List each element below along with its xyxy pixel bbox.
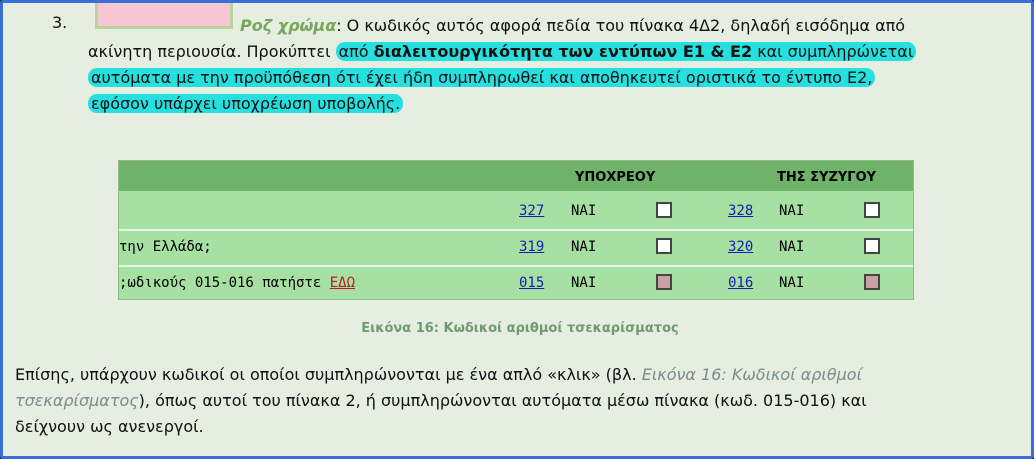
yes-label: ΝΑΙ [779, 275, 805, 291]
row-label-text: ;ωδικούς 015-016 πατήστε [119, 275, 330, 291]
paragraph-line [15, 388, 1020, 414]
highlight-segment: και συμπληρώνεται [752, 42, 914, 61]
checkbox[interactable] [864, 238, 880, 254]
line-text: Επίσης, υπάρχουν κωδικοί οι οποίοι συμπληρώνονται με ένα απλό «κλικ» (βλ. [15, 365, 642, 384]
yes-label: ΝΑΙ [571, 239, 597, 255]
paragraph-line [88, 65, 1023, 91]
paragraph-line [15, 414, 1020, 440]
color-name: Ροζ χρώμα [240, 16, 337, 35]
body-paragraph [15, 362, 1020, 440]
checkbox[interactable] [656, 238, 672, 254]
code-link[interactable]: 015 [519, 275, 545, 291]
code-link[interactable]: 320 [728, 239, 754, 255]
figure-cross-reference[interactable]: τσεκαρίσματος [15, 391, 139, 410]
yes-label: ΝΑΙ [571, 203, 597, 219]
row-label: την Ελλάδα; [119, 239, 212, 255]
yes-label: ΝΑΙ [779, 239, 805, 255]
highlighted-text: εφόσον υπάρχει υποχρέωση υποβολής. [88, 94, 403, 113]
yes-label: ΝΑΙ [779, 203, 805, 219]
line-text: ακίνητη περιουσία. Προκύπτει [88, 42, 336, 61]
edo-link[interactable]: ΕΔΩ [329, 275, 356, 291]
figure-cross-reference[interactable]: Εικόνα 16: Κωδικοί αριθμοί [641, 365, 862, 384]
code-link[interactable]: 016 [728, 275, 754, 291]
disabled-checkbox [864, 274, 880, 290]
header-spouse: ΤΗΣ ΣΥΖΥΓΟΥ [777, 170, 877, 185]
paragraph-line [88, 13, 1023, 39]
bold-highlight-segment: διαλειτουργικότητα των εντύπων Ε1 & Ε2 [373, 42, 753, 61]
highlighted-text: αυτόματα με την προϋπόθεση ότι έχει ήδη συμπληρωθεί και αποθηκευτεί οριστικά το έντυπο Ε2, [88, 68, 875, 87]
highlighted-text [336, 42, 917, 61]
row-label [119, 275, 355, 291]
code-link[interactable]: 328 [728, 203, 754, 219]
header-taxpayer: ΥΠΟΧΡΕΟΥ [575, 170, 656, 185]
form-row [119, 265, 913, 301]
form-row [119, 193, 913, 229]
checkbox[interactable] [864, 202, 880, 218]
figure-caption: Εικόνα 16: Κωδικοί αριθμοί τσεκαρίσματος [361, 321, 679, 336]
list-number: 3. [52, 13, 68, 32]
checkbox-codes-form-image [118, 160, 914, 300]
paragraph-line [88, 39, 1023, 65]
line-text: ), όπως αυτοί του πίνακα 2, ή συμπληρώνονται αυτόματα μέσω πίνακα (κωδ. 015-016) και [138, 391, 867, 410]
form-row [119, 229, 913, 265]
paragraph-line [88, 91, 1023, 117]
item-paragraph [88, 13, 1023, 117]
disabled-checkbox [656, 274, 672, 290]
line-text: : Ο κωδικός αυτός αφορά πεδία του πίνακα 4Δ2, δηλαδή εισόδημα από [336, 16, 906, 35]
code-link[interactable]: 327 [519, 203, 545, 219]
yes-label: ΝΑΙ [571, 275, 597, 291]
checkbox[interactable] [656, 202, 672, 218]
paragraph-line [15, 362, 1020, 388]
code-link[interactable]: 319 [519, 239, 545, 255]
line-text: δείχνουν ως ανενεργοί. [15, 417, 204, 436]
highlight-segment: από [338, 42, 374, 61]
form-header [119, 161, 913, 191]
